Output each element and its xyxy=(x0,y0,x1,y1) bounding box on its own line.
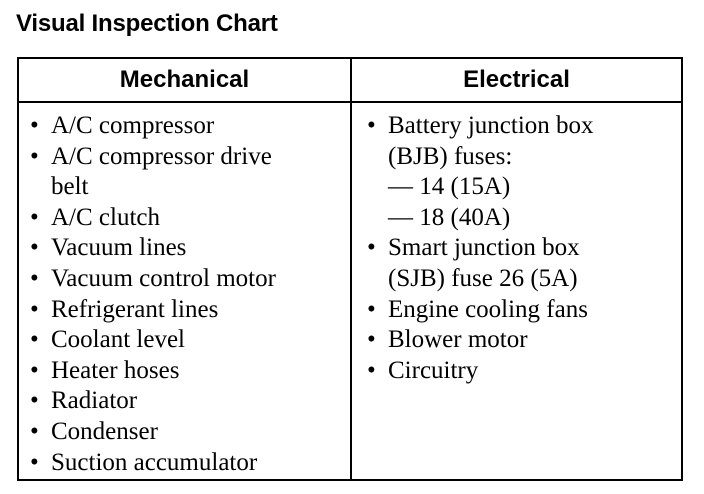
item-text: Blower motor xyxy=(388,326,528,354)
list-item-dash xyxy=(364,203,594,234)
list-item xyxy=(27,417,276,448)
item-text: A/C clutch xyxy=(51,203,161,231)
item-text: — 14 (15A) xyxy=(388,173,511,201)
list-item xyxy=(364,111,594,142)
electrical-header: Electrical xyxy=(463,66,570,93)
item-text: belt xyxy=(51,173,89,201)
bullet: • xyxy=(30,448,39,476)
item-text: Refrigerant lines xyxy=(51,295,219,323)
bullet: • xyxy=(367,326,376,354)
list-item xyxy=(27,448,276,479)
bullet: • xyxy=(30,234,39,262)
list-item-continuation xyxy=(364,264,594,295)
list-item xyxy=(27,142,276,173)
bullet: • xyxy=(30,295,39,323)
item-text: Heater hoses xyxy=(51,356,180,384)
bullet: • xyxy=(30,356,39,384)
list-item xyxy=(364,356,594,387)
bullet: • xyxy=(367,112,376,139)
list-item xyxy=(27,356,276,387)
bullet: • xyxy=(367,234,376,262)
bullet: • xyxy=(367,356,376,384)
list-item-continuation xyxy=(364,142,594,173)
page-title: Visual Inspection Chart xyxy=(16,10,278,37)
list-item xyxy=(27,264,276,295)
bullet: • xyxy=(30,326,39,354)
item-text: Smart junction box xyxy=(388,234,580,262)
bullet: • xyxy=(30,203,39,231)
list-item xyxy=(364,233,594,264)
bullet: • xyxy=(30,142,39,170)
bullet: • xyxy=(367,295,376,323)
item-text: Engine cooling fans xyxy=(388,295,588,323)
bullet: • xyxy=(30,417,39,445)
header-divider xyxy=(19,101,681,103)
list-item xyxy=(27,233,276,264)
mechanical-list xyxy=(27,111,276,478)
bullet: • xyxy=(30,387,39,415)
item-text: Battery junction box xyxy=(388,112,594,139)
item-text: Radiator xyxy=(51,387,138,415)
list-item-continuation xyxy=(27,172,276,203)
item-text: Suction accumulator xyxy=(51,448,258,476)
item-text: (BJB) fuses: xyxy=(388,142,513,170)
item-text: Condenser xyxy=(51,417,158,445)
list-item xyxy=(27,386,276,417)
bullet: • xyxy=(30,264,39,292)
item-text: Coolant level xyxy=(51,326,185,354)
item-text: Vacuum control motor xyxy=(51,264,276,292)
item-text: A/C compressor xyxy=(51,112,215,139)
column-divider xyxy=(350,59,352,479)
list-item xyxy=(27,325,276,356)
bullet: • xyxy=(30,112,39,139)
item-text: — 18 (40A) xyxy=(388,203,511,231)
item-text: Vacuum lines xyxy=(51,234,187,262)
list-item xyxy=(27,295,276,326)
list-item xyxy=(27,111,276,142)
list-item xyxy=(364,295,594,326)
electrical-list xyxy=(364,111,594,386)
inspection-table xyxy=(17,57,683,481)
item-text: A/C compressor drive xyxy=(51,142,272,170)
list-item-dash xyxy=(364,172,594,203)
list-item xyxy=(27,203,276,234)
item-text: Circuitry xyxy=(388,356,479,384)
item-text: (SJB) fuse 26 (5A) xyxy=(388,264,578,292)
mechanical-header: Mechanical xyxy=(119,66,250,93)
list-item xyxy=(364,325,594,356)
